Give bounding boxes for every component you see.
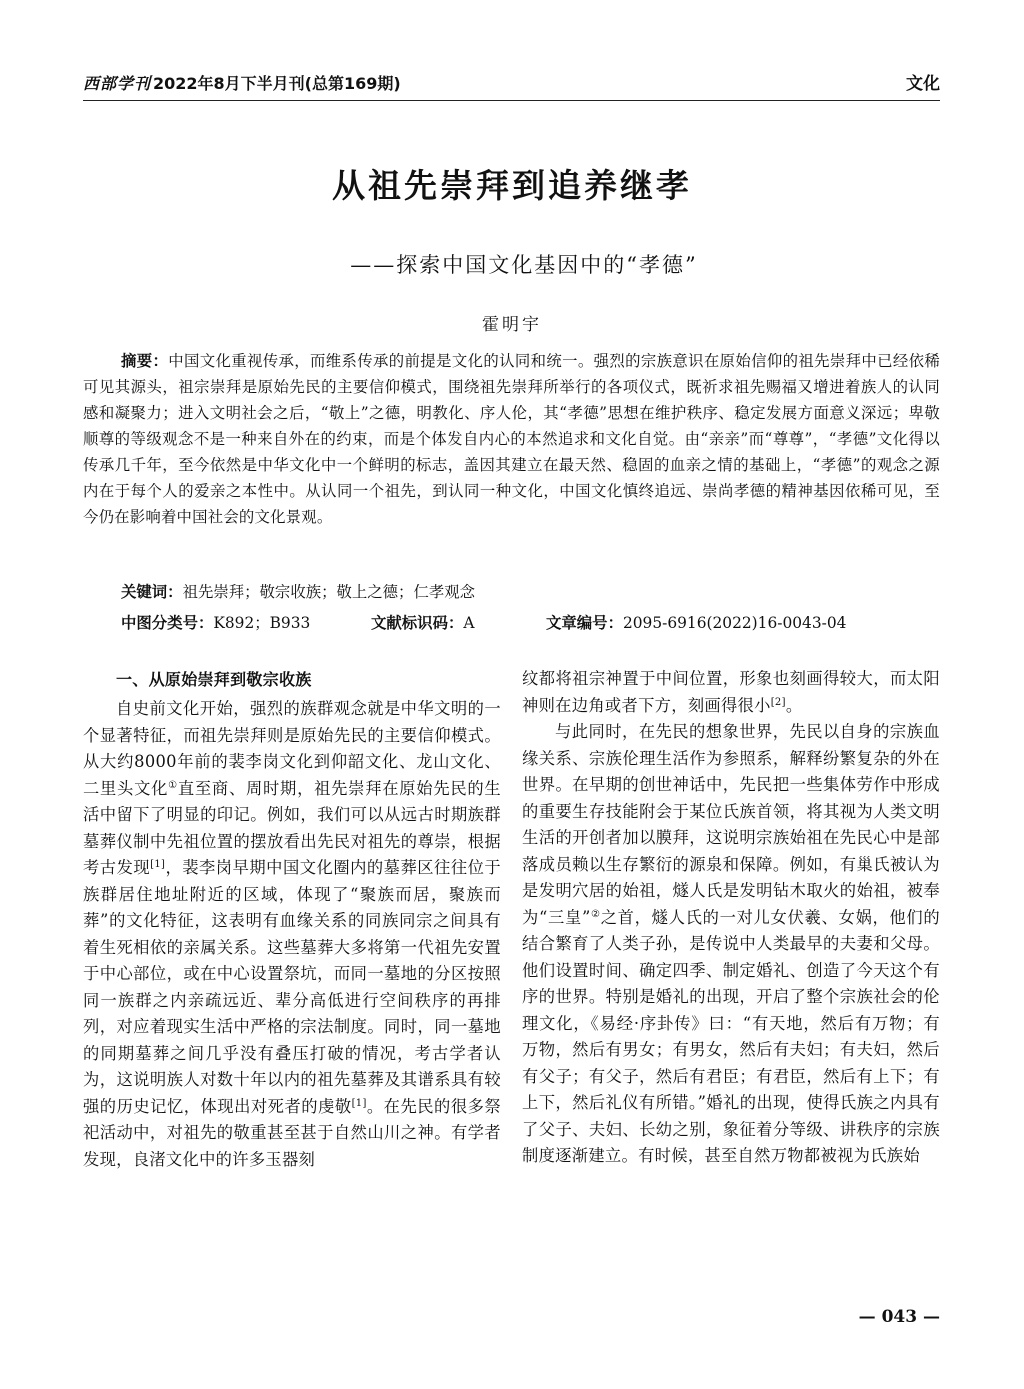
body-paragraph [522, 719, 940, 1170]
page-number: — 043 — [858, 1307, 940, 1327]
footnote-marker: ② [590, 908, 601, 920]
journal-name: 西部学刊 [83, 74, 152, 93]
article-value: 2095-6916(2022)16-0043-04 [622, 614, 847, 632]
running-header [83, 72, 940, 98]
article-title: 从祖先崇拜到追养继孝 [332, 166, 692, 205]
right-column [522, 666, 940, 1170]
document-code [371, 611, 474, 635]
abstract [83, 348, 940, 530]
abstract-text: 中国文化重视传承，而维系传承的前提是文化的认同和统一。强烈的宗族意识在原始信仰的祖先崇拜中已经依稀可见其源头，祖宗崇拜是原始先民的主要信仰模式，围绕祖先崇拜所举行的各项仪式，既祈求祖先赐福又增进着族人的认同感和凝聚力；进入文明社会之后，“敬上”之德，明教化、序人伦，其“孝德”思想在维护秩序、稳定发展方面意义深远；卑敬顺尊的等级观念不是一种来自外在的约束，而是个体发自内心的本然追求和文化自觉。由“亲亲”而“尊尊”，“孝德”文化得以传承几千年，至今依然是中华文化中一个鲜明的标志，盖因其建立在最天然、稳固的血亲之情的基础上，“孝德”的观念之源内在于每个人的爱亲之本性中。从认同一个祖先，到认同一种文化，中国文化慎终追远、崇尚孝德的精神基因依稀可见，至今仍在影响着中国社会的文化景观。 [83, 352, 940, 526]
body-text: 之首，燧人氏的一对儿女伏羲、女娲，他们的结合繁育了人类子孙，是传说中人类最早的夫妻和父母。他们设置时间、确定四季、制定婚礼、创造了今天这个有序的世界。特别是婚礼的出现，开启了整个宗族社会的伦理文化，《易经·序卦传》曰：“有天地，然后有万物；有万物，然后有男女；有男女，然后有夫妇；有夫妇，然后有父子；有父子，然后有君臣；有君臣，然后有上下；有上下，然后礼仪有所错。”婚礼的出现，使得氏族之内具有了父子、夫妇、长幼之别，象征着分等级、讲秩序的宗族制度逐渐建立。有时候，甚至自然万物都被视为氏族始 [522, 907, 940, 1165]
abstract-label: 摘要： [121, 352, 169, 370]
doc-label: 文献标识码： [371, 614, 464, 632]
body-text: ，裴李岗早期中国文化圈内的墓葬区往往位于族群居住地址附近的区域，体现了“聚族而居，聚族而葬”的文化特征，这表明有血缘关系的同族同宗之间具有着生死相依的亲属关系。这些墓葬大多将第一代祖先安置于中心部位，或在中心设置祭坑，而同一墓地的分区按照同一族群之内亲疏远近、辈分高低进行空间秩序的再排列，对应着现实生活中严格的宗法制度。同时，同一墓地的同期墓葬之间几乎没有叠压打破的情况，考古学者认为，这说明族人对数十年以内的祖先墓葬及其谱系具有较强的历史记忆，体现出对死者的虔敬 [83, 858, 501, 1116]
header-section: 文化 [906, 74, 940, 94]
section-heading: 一、从原始崇拜到敬宗收族 [116, 670, 312, 689]
header-issue [83, 72, 401, 96]
doc-value: A [463, 614, 475, 632]
body-text: 。在先民的很多祭祀活动中，对祖先的敬重甚至甚于自然山川之神。有学者发现，良渚文化中的许多玉器刻 [83, 1096, 501, 1169]
body-text: 自史前文化开始，强烈的族群观念就是中华文明的一个显著特征，而祖先崇拜则是原始先民的主要信仰模式。从大约8000年前的裴李岗文化到仰韶文化、龙山文化、二里头文化 [83, 699, 501, 798]
body-text: 。 [785, 695, 803, 715]
body-paragraph-continued [522, 666, 940, 719]
left-column [83, 666, 501, 1173]
citation-marker: [2] [770, 696, 786, 708]
keywords-text: 祖先崇拜；敬宗收族；敬上之德；仁孝观念 [182, 583, 476, 601]
clc-number [121, 611, 310, 635]
author-name: 霍明宇 [482, 315, 542, 335]
classification-row [121, 611, 941, 635]
clc-value: K892；B933 [213, 614, 311, 632]
article-subtitle: ——探索中国文化基因中的“孝德” [350, 253, 698, 277]
keywords-label: 关键词： [121, 583, 183, 601]
issue-info: 2022年8月下半月刊(总第169期) [153, 74, 401, 93]
body-text: 纹都将祖宗神置于中间位置，形象也刻画得较大，而太阳神则在边角或者下方，刻画得很小 [522, 669, 940, 715]
body-text: 与此同时，在先民的想象世界，先民以自身的宗族血缘关系、宗族伦理生活作为参照系，解释纷繁复杂的外在世界。在早期的创世神话中，先民把一些集体劳作中形成的重要生存技能附会于某位氏族首领，将其视为人类文明生活的开创者加以膜拜，这说明宗族始祖在先民心中是部落成员赖以生存繁衍的源泉和保障。例如，有巢氏被认为是发明穴居的始祖，燧人氏是发明钻木取火的始祖，被奉为“三皇” [522, 722, 940, 927]
article-label: 文章编号： [546, 614, 623, 632]
body-text: 直至商、周时期，祖先崇拜在原始先民的生活中留下了明显的印记。例如，我们可以从远古时期族群墓葬仪制中先祖位置的摆放看出先民对祖先的尊崇，根据考古发现 [83, 778, 501, 877]
citation-marker: [1] [351, 1097, 367, 1109]
footnote-marker: ① [168, 779, 178, 791]
body-paragraph [83, 696, 501, 1173]
keywords [121, 580, 921, 604]
clc-label: 中图分类号： [121, 614, 214, 632]
article-number [546, 611, 846, 635]
citation-marker: [1] [150, 859, 166, 870]
header-divider [83, 100, 940, 101]
